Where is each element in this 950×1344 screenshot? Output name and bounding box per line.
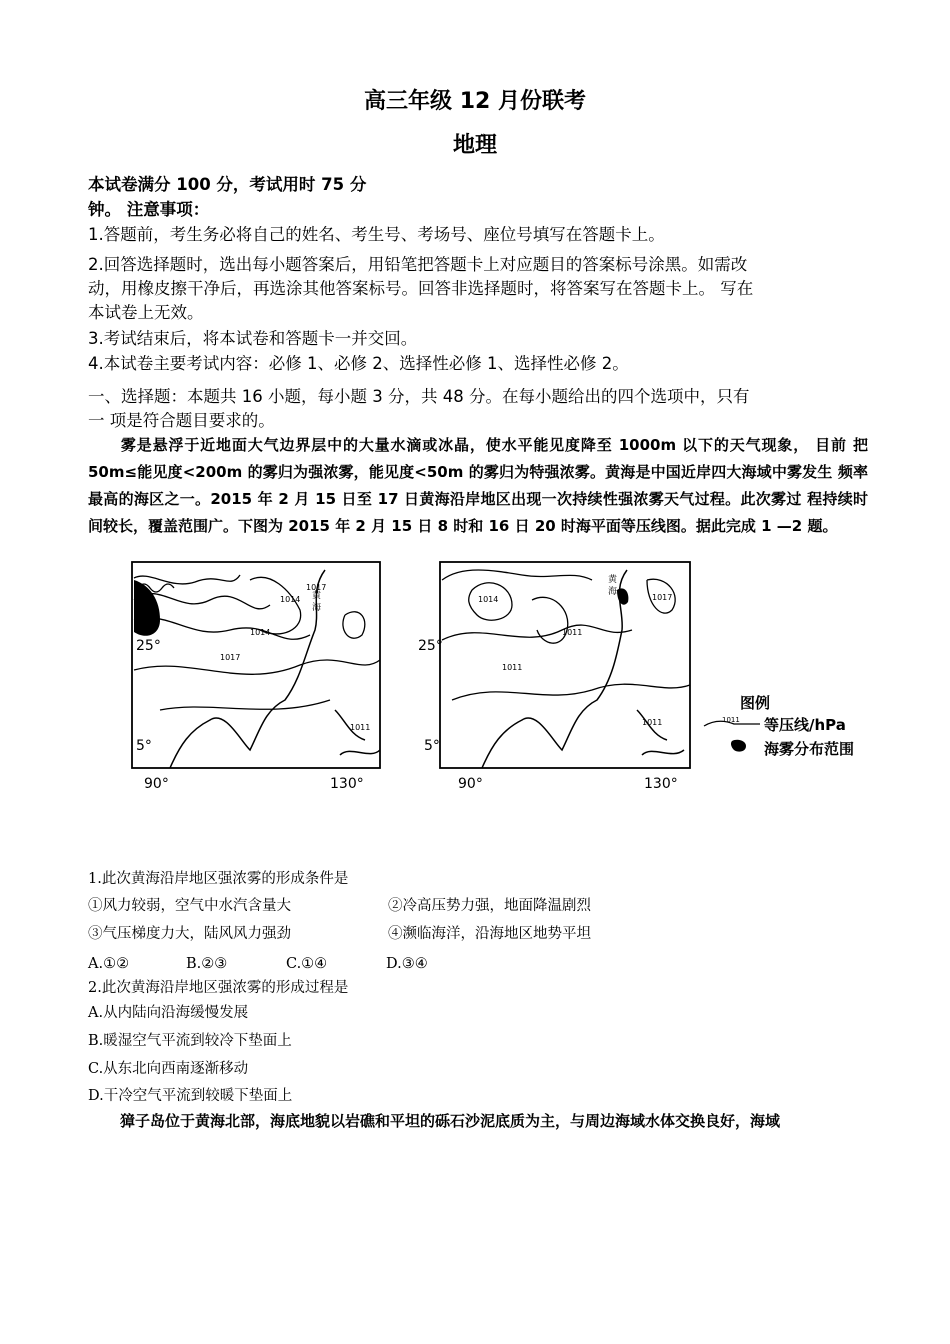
note-4: 4.本试卷主要考试内容：必修 1、必修 2、选择性必修 1、选择性必修 2。 bbox=[88, 354, 629, 373]
legend-title: 图例 bbox=[740, 694, 771, 712]
isobar-value-label: 1011 bbox=[562, 628, 583, 637]
question-2-stem: 2.此次黄海沿岸地区强浓雾的形成过程是 bbox=[88, 980, 349, 996]
coast-line bbox=[170, 570, 325, 768]
island-line bbox=[637, 710, 684, 755]
q1-option-1: ①风力较弱，空气中水汽含量大 bbox=[88, 898, 291, 914]
legend-isobar-label: 等压线/hPa bbox=[764, 716, 846, 734]
note-1: 1.答题前，考生务必将自己的姓名、考生号、考场号、座位号填写在答题卡上。 bbox=[88, 225, 665, 244]
isobar-value-label: 1017 bbox=[306, 583, 327, 592]
isobar-value-label: 1017 bbox=[652, 593, 673, 602]
zhangzi-passage-text: 獐子岛位于黄海北部，海底地貌以岩礁和平坦的砾石沙泥底质为主，与周边海域水体交换良好，海域 bbox=[120, 1112, 781, 1130]
q2-choice-c: C.从东北向西南逐渐移动 bbox=[88, 1061, 249, 1077]
note-2a: 2.回答选择题时，选出每小题答案后，用铅笔把答题卡上对应题目的答案标号涂黑。如需改 bbox=[88, 255, 748, 274]
q1-choice-d: D.③④ bbox=[386, 956, 428, 972]
q1-option-4: ④濒临海洋，沿海地区地势平坦 bbox=[388, 926, 591, 942]
section-heading-1: 一、选择题：本题共 16 小题，每小题 3 分，共 48 分。在每小题给出的四个选项中，只有 bbox=[88, 387, 750, 406]
lat-label-25: 25° bbox=[136, 638, 161, 654]
q1-choice-c: C.①④ bbox=[286, 956, 328, 972]
isobar-line bbox=[134, 660, 380, 674]
q1-option-2: ②冷高压势力强，地面降温剧烈 bbox=[388, 898, 591, 914]
note-3: 3.考试结束后，将本试卷和答题卡一并交回。 bbox=[88, 329, 418, 348]
lat-label-5: 5° bbox=[424, 738, 440, 754]
isobar-line bbox=[452, 684, 690, 700]
q1-choice-b: B.②③ bbox=[186, 956, 228, 972]
isobar-value-label: 1014 bbox=[280, 595, 301, 604]
lat-label-5: 5° bbox=[136, 738, 152, 754]
isobar-map-feb15 bbox=[100, 560, 390, 800]
q2-choice-d: D.干冷空气平流到较暖下垫面上 bbox=[88, 1088, 293, 1104]
isobars bbox=[134, 575, 380, 710]
lon-label-130: 130° bbox=[330, 776, 364, 792]
intro-line-1: 本试卷满分 100 分，考试用时 75 分 bbox=[88, 175, 367, 194]
island-line bbox=[335, 710, 380, 755]
lon-label-90: 90° bbox=[144, 776, 169, 792]
subject-title: 地理 bbox=[452, 133, 497, 158]
isobar-line bbox=[442, 625, 632, 640]
sea-label: 海 bbox=[608, 587, 618, 597]
q2-choice-b: B.暖湿空气平流到较冷下垫面上 bbox=[88, 1033, 292, 1049]
note-2c: 本试卷上无效。 bbox=[88, 303, 204, 322]
isobar-line bbox=[442, 570, 592, 580]
isobar-line bbox=[134, 575, 240, 584]
fog-passage bbox=[88, 432, 868, 540]
isobar-value-label: 1011 bbox=[642, 718, 663, 727]
legend-fog-label: 海雾分布范围 bbox=[764, 740, 855, 758]
sea-label: 黄 bbox=[608, 575, 618, 585]
legend-isobar-value: 1011 bbox=[722, 716, 740, 724]
legend-fog-symbol bbox=[730, 738, 750, 754]
isobar-value-label: 1017 bbox=[220, 653, 241, 662]
lat-label-25: 25° bbox=[418, 638, 443, 654]
isobar-line bbox=[160, 700, 330, 710]
question-1-stem: 1.此次黄海沿岸地区强浓雾的形成条件是 bbox=[88, 871, 349, 887]
isobar-map-feb16 bbox=[412, 560, 702, 800]
isobar-value-label: 1014 bbox=[478, 595, 499, 604]
dense-isobar-cluster bbox=[134, 580, 160, 636]
q1-option-3: ③气压梯度力大，陆风风力强劲 bbox=[88, 926, 291, 942]
isobar-value-label: 1014 bbox=[250, 628, 271, 637]
isobar-line bbox=[134, 618, 310, 639]
isobar-line bbox=[250, 577, 301, 634]
isobar-line bbox=[343, 612, 365, 638]
fog-swatch bbox=[731, 740, 746, 752]
isobar-value-label: 1011 bbox=[350, 723, 371, 732]
note-2b: 动，用橡皮擦干净后，再选涂其他答案标号。回答非选择题时，将答案写在答题卡上。 写在 bbox=[88, 279, 754, 298]
lon-label-90: 90° bbox=[458, 776, 483, 792]
fog-passage-text: 雾是悬浮于近地面大气边界层中的大量水滴或冰晶，使水平能见度降至 1000m 以下的天气现象， 目前 把 50m≤能见度<200m 的雾归为强浓雾，能见度<50m 的雾归为特强浓雾。黄海是中国近岸四大海域中雾发生 频率最高的海区之一。2015 年 2 月 15 日至 17 日黄海沿岸地区出现一次持续性强浓雾天气过程。此次雾过 程持续时间较长，覆盖范围广。下图为 2015 年 2 月 15 日 8 时和 16 日 20 时海平面等压线图。据此完成 1 —2 题。 bbox=[88, 436, 868, 535]
q2-choice-a: A.从内陆向沿海缓慢发展 bbox=[88, 1005, 249, 1021]
isobar-value-label: 1011 bbox=[502, 663, 523, 672]
sea-label: 黄 bbox=[312, 591, 322, 601]
section-heading-2: 一 项是符合题目要求的。 bbox=[88, 411, 275, 430]
zhangzi-passage bbox=[88, 1108, 868, 1135]
sea-label: 海 bbox=[312, 603, 322, 613]
lon-label-130: 130° bbox=[644, 776, 678, 792]
q1-choice-a: A.①② bbox=[88, 956, 130, 972]
intro-line-2: 钟。 注意事项： bbox=[88, 200, 210, 219]
legend-isobar-symbol bbox=[700, 712, 764, 734]
exam-title: 高三年级 12 月份联考 bbox=[364, 89, 586, 114]
